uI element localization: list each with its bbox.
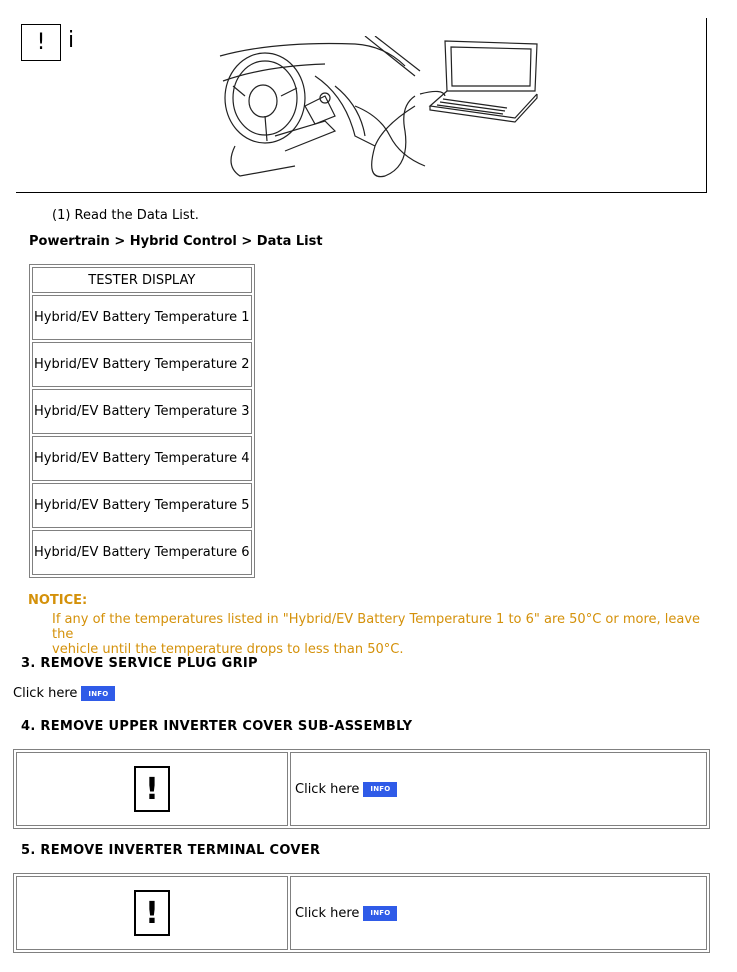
step-3-heading: 3. REMOVE SERVICE PLUG GRIP: [21, 656, 258, 671]
data-list-table: [29, 264, 255, 578]
notice-title: NOTICE:: [28, 593, 88, 608]
table-header-tester-display: TESTER DISPLAY: [32, 267, 252, 293]
caution-icon: !: [134, 890, 170, 936]
tester-connection-illustration: [215, 36, 545, 186]
link-cell: [290, 876, 707, 950]
info-button[interactable]: INFO: [363, 782, 397, 797]
step-5-heading: 5. REMOVE INVERTER TERMINAL COVER: [21, 843, 321, 858]
table-row: Hybrid/EV Battery Temperature 1: [32, 295, 252, 340]
click-here-link[interactable]: Click here: [13, 686, 78, 701]
click-here-link[interactable]: Click here: [295, 905, 360, 921]
breadcrumb: Powertrain > Hybrid Control > Data List: [29, 234, 323, 249]
caution-icon: !: [134, 766, 170, 812]
table-row: Hybrid/EV Battery Temperature 4: [32, 436, 252, 481]
step-read-data-list: (1) Read the Data List.: [52, 208, 199, 223]
table-row: Hybrid/EV Battery Temperature 6: [32, 530, 252, 575]
step-4-table: [13, 749, 710, 829]
caution-cell: [16, 752, 288, 826]
caution-icon: !: [21, 24, 61, 61]
step-4-link[interactable]: [295, 782, 706, 797]
table-row: Hybrid/EV Battery Temperature 5: [32, 483, 252, 528]
notice-line-1: If any of the temperatures listed in "Hybrid/EV Battery Temperature 1 to 6" are 50°C or more, leave the: [52, 612, 701, 642]
info-button[interactable]: INFO: [81, 686, 115, 701]
step-5-table: [13, 873, 710, 953]
link-cell: [290, 752, 707, 826]
notice-line-2: vehicle until the temperature drops to less than 50°C.: [52, 642, 404, 657]
info-icon: i: [68, 28, 75, 53]
step-5-link[interactable]: [295, 906, 706, 921]
table-row: Hybrid/EV Battery Temperature 3: [32, 389, 252, 434]
step-3-link[interactable]: [13, 686, 115, 701]
info-button[interactable]: INFO: [363, 906, 397, 921]
table-row: Hybrid/EV Battery Temperature 2: [32, 342, 252, 387]
click-here-link[interactable]: Click here: [295, 781, 360, 797]
caution-cell: [16, 876, 288, 950]
step-4-heading: 4. REMOVE UPPER INVERTER COVER SUB-ASSEMBLY: [21, 719, 413, 734]
notice-text: [52, 612, 702, 657]
